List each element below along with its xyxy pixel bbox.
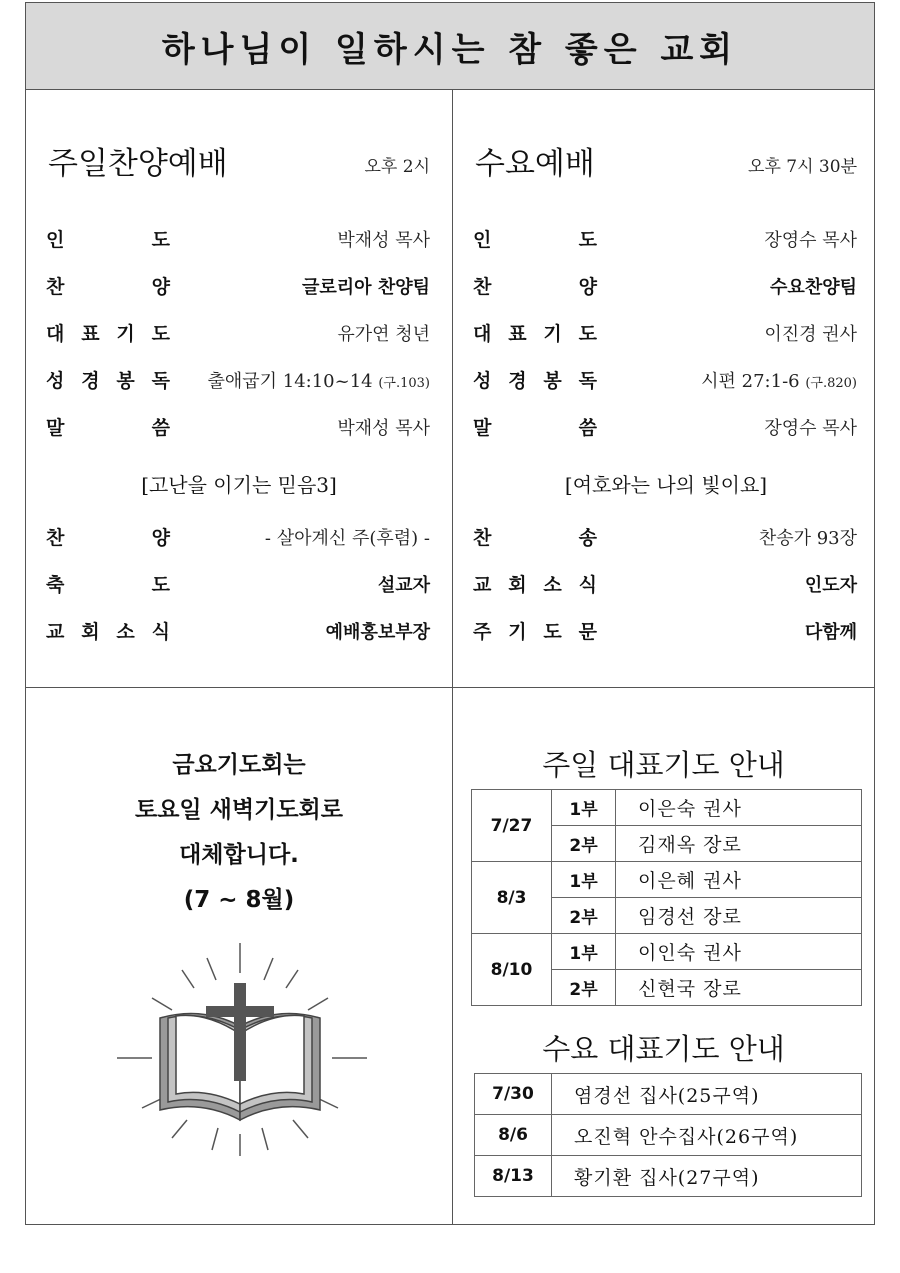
label-char: 성 <box>473 370 492 392</box>
date-cell: 7/30 <box>475 1074 552 1115</box>
label-char: 양 <box>151 276 170 298</box>
label-char: 독 <box>151 370 170 392</box>
order-row <box>46 225 430 255</box>
label-char: 도 <box>151 229 170 251</box>
name-cell: 오진혁 안수집사(26구역) <box>552 1115 862 1156</box>
row-value <box>302 273 430 299</box>
name-cell: 이은혜 권사 <box>616 862 862 898</box>
name-cell: 이인숙 권사 <box>616 934 862 970</box>
label-char: 도 <box>151 323 170 345</box>
label-char: 식 <box>578 574 597 596</box>
sunday-service <box>26 89 452 687</box>
label-char: 대 <box>46 323 65 345</box>
page-title: 하나님이 일하시는 참 좋은 교회 <box>161 29 739 70</box>
label-char: 도 <box>578 229 597 251</box>
name-cell: 임경선 장로 <box>616 898 862 934</box>
bible-cross-icon <box>112 938 372 1158</box>
order-row <box>46 272 430 302</box>
date-cell: 8/13 <box>475 1156 552 1197</box>
row-value <box>265 524 430 550</box>
label-char: 경 <box>81 370 100 392</box>
label-char: 말 <box>46 417 65 439</box>
label-char: 회 <box>81 621 100 643</box>
order-row <box>46 366 430 396</box>
friday-prayer-notice <box>26 743 452 923</box>
label-char: 양 <box>578 276 597 298</box>
label-char: 말 <box>473 417 492 439</box>
row-value <box>326 618 430 644</box>
row-label <box>46 366 170 393</box>
service-time: 오후 2시 <box>364 157 430 177</box>
order-row <box>46 319 430 349</box>
label-char: 기 <box>508 621 527 643</box>
row-value <box>764 226 857 252</box>
table-row <box>472 790 862 826</box>
name-cell: 이은숙 권사 <box>616 790 862 826</box>
name-cell: 염경선 집사(25구역) <box>552 1074 862 1115</box>
label-char: 표 <box>508 323 527 345</box>
wednesday-prayer-title: 수요 대표기도 안내 <box>542 1032 785 1066</box>
row-label <box>473 523 597 550</box>
notice-line: 토요일 새벽기도회로 <box>135 797 343 823</box>
order-row <box>473 617 857 647</box>
order-row <box>473 366 857 396</box>
service-name: 주일찬양예배 <box>48 146 228 182</box>
value-text: 수요찬양팀 <box>770 277 857 298</box>
row-label <box>473 366 597 393</box>
table-row <box>472 862 862 898</box>
bulletin-page <box>25 2 875 1225</box>
label-char: 경 <box>508 370 527 392</box>
row-label <box>46 570 170 597</box>
label-char: 씀 <box>578 417 597 439</box>
label-char: 표 <box>81 323 100 345</box>
table-row <box>475 1156 862 1197</box>
date-cell: 7/27 <box>472 790 552 862</box>
order-row <box>473 413 857 443</box>
section-divider <box>26 687 874 688</box>
service-time: 오후 7시 30분 <box>748 157 857 177</box>
label-char: 인 <box>46 229 65 251</box>
label-char: 봉 <box>116 370 135 392</box>
label-char: 성 <box>46 370 65 392</box>
order-row <box>473 319 857 349</box>
notice-line: 금요기도회는 <box>172 752 306 778</box>
name-cell: 김재옥 장로 <box>616 826 862 862</box>
label-char: 찬 <box>46 527 65 549</box>
row-label <box>46 225 170 252</box>
row-value <box>770 273 857 299</box>
row-label <box>46 617 170 644</box>
name-cell: 신현국 장로 <box>616 970 862 1006</box>
order-row <box>46 413 430 443</box>
label-char: 소 <box>116 621 135 643</box>
label-char: 찬 <box>46 276 65 298</box>
value-text: 예배홍보부장 <box>325 622 430 643</box>
row-value <box>805 571 857 597</box>
order-row <box>46 617 430 647</box>
row-label <box>46 319 170 346</box>
value-text: 출애굽기 14:10~14 <box>207 371 373 392</box>
date-cell: 8/3 <box>472 862 552 934</box>
row-value <box>378 571 430 597</box>
order-row <box>46 570 430 600</box>
order-row <box>473 272 857 302</box>
part-cell: 1부 <box>552 862 616 898</box>
label-char: 축 <box>46 574 65 596</box>
label-char: 씀 <box>151 417 170 439</box>
label-char: 독 <box>578 370 597 392</box>
value-text: 박재성 목사 <box>337 230 430 251</box>
label-char: 교 <box>46 621 65 643</box>
row-value <box>337 414 430 440</box>
label-char: 회 <box>508 574 527 596</box>
row-value <box>759 524 857 550</box>
order-row <box>473 523 857 553</box>
sunday-prayer-table <box>471 789 862 1006</box>
row-value <box>764 414 857 440</box>
part-cell: 1부 <box>552 934 616 970</box>
row-value <box>764 320 857 346</box>
value-text: 글로리아 찬양팀 <box>302 277 430 298</box>
value-text: - 살아계신 주(후렴) - <box>264 528 430 549</box>
value-text: 찬송가 93장 <box>758 528 857 549</box>
part-cell: 1부 <box>552 790 616 826</box>
part-cell: 2부 <box>552 826 616 862</box>
label-char: 도 <box>543 621 562 643</box>
service-name: 수요예배 <box>475 146 595 182</box>
table-row <box>472 934 862 970</box>
label-char: 도 <box>151 574 170 596</box>
label-char: 찬 <box>473 276 492 298</box>
table-row <box>475 1115 862 1156</box>
row-value <box>337 320 430 346</box>
row-label <box>473 319 597 346</box>
value-text: 설교자 <box>377 575 430 596</box>
order-row <box>473 570 857 600</box>
order-row <box>473 225 857 255</box>
label-char: 찬 <box>473 527 492 549</box>
wednesday-service <box>453 89 879 687</box>
value-text: 다함께 <box>804 622 857 643</box>
order-row <box>46 523 430 553</box>
sunday-prayer-title: 주일 대표기도 안내 <box>542 748 785 782</box>
row-label <box>46 523 170 550</box>
row-value <box>207 367 430 393</box>
label-char: 송 <box>578 527 597 549</box>
label-char: 대 <box>473 323 492 345</box>
label-char: 기 <box>116 323 135 345</box>
row-label <box>473 617 597 644</box>
value-note: (구.103) <box>378 376 430 391</box>
value-text: 인도자 <box>804 575 857 596</box>
row-value <box>805 618 857 644</box>
label-char: 기 <box>543 323 562 345</box>
row-label <box>473 225 597 252</box>
date-cell: 8/6 <box>475 1115 552 1156</box>
value-text: 시편 27:1-6 <box>701 371 800 392</box>
label-char: 봉 <box>543 370 562 392</box>
row-label <box>46 272 170 299</box>
label-char: 도 <box>578 323 597 345</box>
value-text: 유가연 청년 <box>337 324 430 345</box>
label-char: 식 <box>151 621 170 643</box>
sermon-title: [여호와는 나의 빛이요] <box>564 473 768 497</box>
part-cell: 2부 <box>552 898 616 934</box>
row-label <box>473 413 597 440</box>
value-text: 이진경 권사 <box>764 324 857 345</box>
row-value <box>337 226 430 252</box>
part-cell: 2부 <box>552 970 616 1006</box>
label-char: 양 <box>151 527 170 549</box>
label-char: 인 <box>473 229 492 251</box>
name-cell: 황기환 집사(27구역) <box>552 1156 862 1197</box>
label-char: 교 <box>473 574 492 596</box>
value-note: (구.820) <box>805 376 857 391</box>
label-char: 소 <box>543 574 562 596</box>
row-label <box>473 570 597 597</box>
row-value <box>701 367 857 393</box>
value-text: 박재성 목사 <box>337 418 430 439</box>
bulletin-header <box>26 3 874 90</box>
notice-line: 대체합니다. <box>179 842 299 868</box>
row-label <box>473 272 597 299</box>
notice-line: (7 ~ 8월) <box>183 887 295 913</box>
row-label <box>46 413 170 440</box>
wednesday-prayer-table <box>474 1073 862 1197</box>
value-text: 장영수 목사 <box>764 418 857 439</box>
date-cell: 8/10 <box>472 934 552 1006</box>
value-text: 장영수 목사 <box>764 230 857 251</box>
sunday-service-header <box>46 141 430 185</box>
label-char: 문 <box>578 621 597 643</box>
wednesday-service-header <box>473 141 857 185</box>
table-row <box>475 1074 862 1115</box>
sermon-title: [고난을 이기는 믿음3] <box>141 473 337 497</box>
label-char: 주 <box>473 621 492 643</box>
